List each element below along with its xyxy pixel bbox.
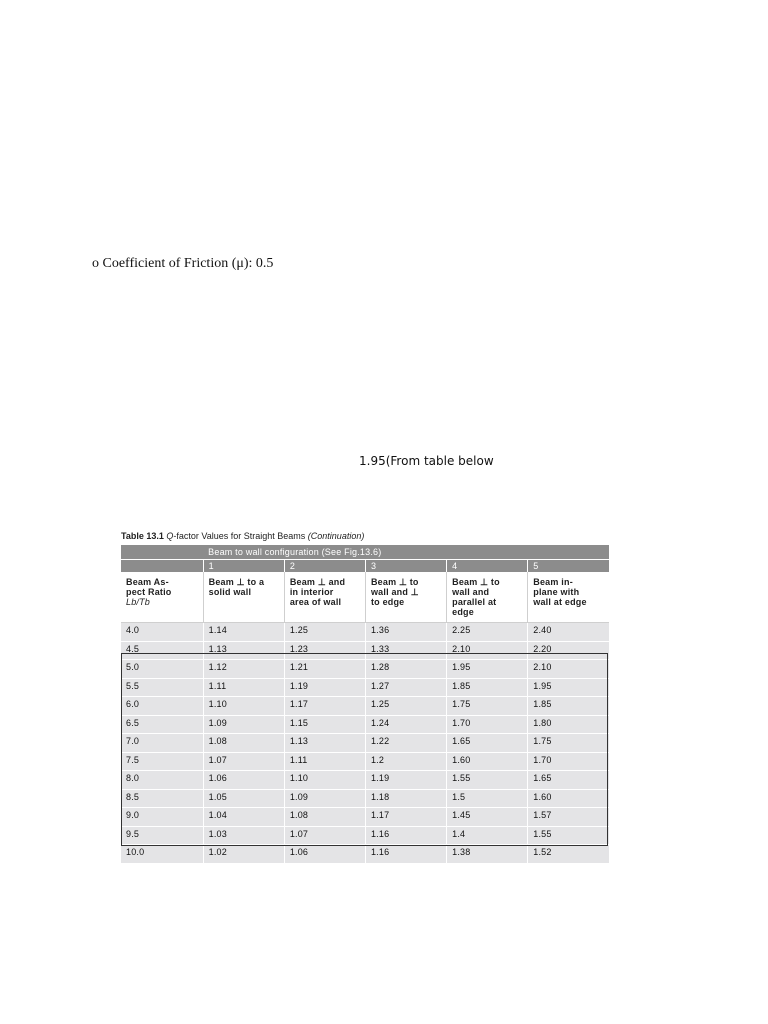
q-factor-cell: 1.12 xyxy=(203,660,284,679)
q-factor-cell: 1.07 xyxy=(284,826,365,845)
q-factor-cell: 1.85 xyxy=(528,697,609,716)
q-factor-cell: 1.55 xyxy=(528,826,609,845)
corner-cell xyxy=(121,560,203,573)
aspect-ratio-cell: 5.5 xyxy=(121,678,203,697)
config-label-line: solid wall xyxy=(208,587,252,597)
q-factor-cell: 1.80 xyxy=(528,715,609,734)
aspect-ratio-cell: 6.5 xyxy=(121,715,203,734)
friction-coefficient-line: o Coefficient of Friction (μ): 0.5 xyxy=(92,256,274,271)
q-factor-cell: 1.75 xyxy=(447,697,528,716)
q-factor-cell: 2.40 xyxy=(528,623,609,642)
corner-cell xyxy=(121,545,203,560)
q-factor-cell: 1.10 xyxy=(203,697,284,716)
q-factor-cell: 1.11 xyxy=(203,678,284,697)
aspect-ratio-cell: 9.5 xyxy=(121,826,203,845)
row-header-line: Beam As- xyxy=(126,577,169,587)
q-factor-cell: 1.06 xyxy=(203,771,284,790)
aspect-ratio-cell: 6.0 xyxy=(121,697,203,716)
config-number-row xyxy=(121,560,609,573)
q-factor-cell: 1.65 xyxy=(447,734,528,753)
config-number: 3 xyxy=(365,560,446,573)
aspect-ratio-cell: 8.5 xyxy=(121,789,203,808)
table-row xyxy=(121,845,609,864)
q-factor-cell: 1.24 xyxy=(365,715,446,734)
q-factor-cell: 1.13 xyxy=(284,734,365,753)
config-label-line: wall and xyxy=(452,587,490,597)
config-label-line: Beam in- xyxy=(533,577,573,587)
table-row xyxy=(121,678,609,697)
config-number: 5 xyxy=(528,560,609,573)
q-factor-cell: 1.21 xyxy=(284,660,365,679)
q-factor-cell: 1.23 xyxy=(284,641,365,660)
group-header: Beam to wall configuration (See Fig.13.6) xyxy=(203,545,609,560)
table-row xyxy=(121,752,609,771)
config-number: 1 xyxy=(203,560,284,573)
q-factor-cell: 1.38 xyxy=(447,845,528,864)
q-factor-cell: 1.70 xyxy=(528,752,609,771)
q-factor-cell: 1.85 xyxy=(447,678,528,697)
config-label-line: area of wall xyxy=(289,597,342,607)
caption-q: Q xyxy=(166,531,174,541)
table-row xyxy=(121,660,609,679)
config-number: 4 xyxy=(447,560,528,573)
config-label xyxy=(365,572,446,623)
table-caption xyxy=(121,531,364,541)
q-factor-cell: 1.95 xyxy=(447,660,528,679)
config-label-line: plane with xyxy=(533,587,580,597)
q-factor-cell: 1.10 xyxy=(284,771,365,790)
table-row xyxy=(121,623,609,642)
table-row xyxy=(121,771,609,790)
q-factor-cell: 1.22 xyxy=(365,734,446,753)
q-factor-cell: 1.19 xyxy=(284,678,365,697)
q-factor-cell: 1.25 xyxy=(365,697,446,716)
q-factor-cell: 1.02 xyxy=(203,845,284,864)
config-label-line: wall and ⊥ xyxy=(370,587,419,597)
q-factor-cell: 2.25 xyxy=(447,623,528,642)
caption-text: -factor Values for Straight Beams xyxy=(173,531,306,541)
q-factor-cell: 1.95 xyxy=(528,678,609,697)
q-factor-cell: 1.5 xyxy=(447,789,528,808)
q-factor-cell: 1.28 xyxy=(365,660,446,679)
q-factor-cell: 1.13 xyxy=(203,641,284,660)
q-factor-cell: 1.60 xyxy=(528,789,609,808)
q-factor-cell: 1.19 xyxy=(365,771,446,790)
q-factor-cell: 1.15 xyxy=(284,715,365,734)
q-factor-cell: 2.10 xyxy=(528,660,609,679)
table-reference-note: 1.95(From table below xyxy=(359,454,494,468)
config-label-line: in interior xyxy=(289,587,334,597)
caption-continuation: (Continuation) xyxy=(307,531,365,541)
config-number: 2 xyxy=(284,560,365,573)
q-factor-cell: 1.2 xyxy=(365,752,446,771)
group-header-row xyxy=(121,545,609,560)
aspect-ratio-cell: 4.5 xyxy=(121,641,203,660)
table-row xyxy=(121,641,609,660)
q-factor-cell: 1.09 xyxy=(203,715,284,734)
q-factor-table xyxy=(121,545,609,864)
q-factor-cell: 1.4 xyxy=(447,826,528,845)
q-factor-cell: 1.05 xyxy=(203,789,284,808)
config-label xyxy=(284,572,365,623)
row-header-line: Lb/Tb xyxy=(126,597,151,607)
config-label-line: wall at edge xyxy=(533,597,587,607)
q-factor-cell: 1.04 xyxy=(203,808,284,827)
config-label xyxy=(447,572,528,623)
q-factor-cell: 1.08 xyxy=(284,808,365,827)
q-factor-cell: 1.33 xyxy=(365,641,446,660)
q-factor-cell: 1.08 xyxy=(203,734,284,753)
q-factor-cell: 2.10 xyxy=(447,641,528,660)
q-factor-cell: 1.09 xyxy=(284,789,365,808)
aspect-ratio-cell: 7.5 xyxy=(121,752,203,771)
aspect-ratio-cell: 9.0 xyxy=(121,808,203,827)
config-label-line: Beam ⊥ to a xyxy=(208,577,265,587)
config-label-line: edge xyxy=(452,607,474,617)
q-factor-cell: 1.55 xyxy=(447,771,528,790)
aspect-ratio-cell: 7.0 xyxy=(121,734,203,753)
q-factor-cell: 1.17 xyxy=(365,808,446,827)
config-label-line: to edge xyxy=(370,597,405,607)
table-row xyxy=(121,808,609,827)
q-factor-cell: 1.27 xyxy=(365,678,446,697)
q-factor-cell: 1.14 xyxy=(203,623,284,642)
q-factor-cell: 1.75 xyxy=(528,734,609,753)
aspect-ratio-cell: 4.0 xyxy=(121,623,203,642)
table-row xyxy=(121,826,609,845)
q-factor-cell: 1.17 xyxy=(284,697,365,716)
q-factor-cell: 1.70 xyxy=(447,715,528,734)
q-factor-cell: 1.18 xyxy=(365,789,446,808)
table-row xyxy=(121,697,609,716)
q-factor-cell: 1.16 xyxy=(365,845,446,864)
q-factor-cell: 1.06 xyxy=(284,845,365,864)
row-header-label xyxy=(121,572,203,623)
table-row xyxy=(121,789,609,808)
table-row xyxy=(121,734,609,753)
q-factor-cell: 1.03 xyxy=(203,826,284,845)
config-label xyxy=(203,572,284,623)
aspect-ratio-cell: 10.0 xyxy=(121,845,203,864)
q-factor-cell: 1.60 xyxy=(447,752,528,771)
config-label-line: parallel at xyxy=(452,597,497,607)
q-factor-cell: 2.20 xyxy=(528,641,609,660)
q-factor-cell: 1.11 xyxy=(284,752,365,771)
table-row xyxy=(121,715,609,734)
config-label xyxy=(528,572,609,623)
q-factor-cell: 1.45 xyxy=(447,808,528,827)
table-body xyxy=(121,623,609,864)
config-label-line: Beam ⊥ and xyxy=(289,577,346,587)
config-label-line: Beam ⊥ to xyxy=(452,577,500,587)
q-factor-cell: 1.36 xyxy=(365,623,446,642)
aspect-ratio-cell: 5.0 xyxy=(121,660,203,679)
q-factor-cell: 1.16 xyxy=(365,826,446,845)
q-factor-cell: 1.52 xyxy=(528,845,609,864)
column-label-row xyxy=(121,572,609,623)
q-factor-cell: 1.65 xyxy=(528,771,609,790)
q-factor-cell: 1.57 xyxy=(528,808,609,827)
config-label-line: Beam ⊥ to xyxy=(370,577,419,587)
q-factor-cell: 1.25 xyxy=(284,623,365,642)
q-factor-cell: 1.07 xyxy=(203,752,284,771)
row-header-line: pect Ratio xyxy=(126,587,172,597)
caption-label: Table 13.1 xyxy=(121,531,164,541)
aspect-ratio-cell: 8.0 xyxy=(121,771,203,790)
